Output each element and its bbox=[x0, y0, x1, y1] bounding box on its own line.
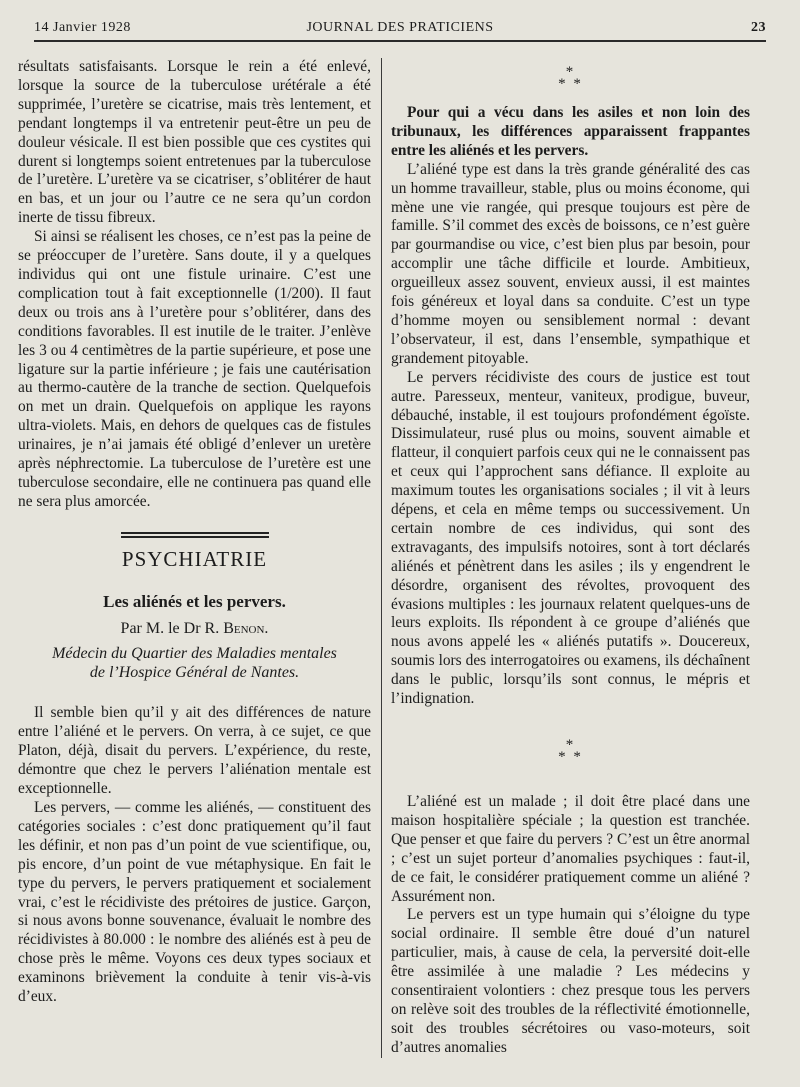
section-title: PSYCHIATRIE bbox=[121, 546, 268, 571]
asterism-top: * bbox=[565, 737, 576, 753]
header-journal-title: JOURNAL DES PRATICIENS bbox=[306, 20, 494, 35]
right-column bbox=[391, 58, 750, 1058]
paragraph: résultats satisfaisants. Lorsque le rein a été enlevé, lorsque la source de la tuberculose urétérale a été supprimée, l’uretère se cicatrise, mais très lentement, et pendant longtemps il va entretenir peut-être un peu de douleur vésicale. Il est bien possible que ces cystites qui durent si longtemps soient entretenues par la tuberculose de l’uretère. L’uretère va se cicatriser, s’oblitérer de haut en bas, et un jour ou l’autre ce ne sera qu’un cordon inerte de tissu fibreux. bbox=[18, 58, 371, 227]
affiliation-line: Médecin du Quartier des Maladies mentales bbox=[52, 645, 337, 663]
author-name: Benon. bbox=[223, 619, 269, 637]
asterism-bottom-left: * bbox=[558, 76, 568, 92]
paragraph: L’aliéné est un malade ; il doit être placé dans une maison hospitalière spéciale ; la question est tranchée. Que penser et que faire du pervers ? C’est un être anormal ; c’est un sujet porteur d’anomalies psychiques : faut-il, de ce fait, le considérer pratiquement comme un aliéné ? Assurément non. bbox=[391, 793, 750, 905]
paragraph: Si ainsi se réalisent les choses, ce n’est pas la peine de se préoccuper de l’uretère. Sans doute, il y a quelques individus qui ont une fistule urinaire. C’est une complication tout à fait exceptionnelle (1/200). Il faut deux ou trois ans à l’uretère pour s’oblitérer, dans des conditions favorables. Il est inutile de le traiter. J’enlève les 3 ou 4 centimètres de la partie supérieure, et pose une ligature sur la partie inférieure ; je fais une cautérisation au thermo-cautère de la tranche de section. Quelquefois on met un drain. Quelquefois on applique les rayons ultra-violets. Mais, en dehors de quelques cas de fistules urinaires, je n’ai jamais été obligé d’enlever un uretère après néphrectomie. La tuberculose de l’uretère est une tuberculose secondaire, elle ne continuera pas quand elle ne sera plus amorcée. bbox=[18, 228, 371, 510]
paragraph: L’aliéné type est dans la très grande généralité des cas un homme travailleur, stable, plus ou moins économe, qui mène une vie rangée, qui presque toujours est père de famille. S’il commet des excès de boissons, ce n’est guère par gourmandise ou vice, c’est bien plus par besoin, pour accomplir une tâche difficile et lourde. Ambitieux, orgueilleux assez souvent, envieux aussi, il est maintes fois généreux et loyal dans sa conduite. C’est un type d’homme moyen ou sensiblement normal : devant l’observateur, il est, dans l’ensemble, sympathique et grandement pitoyable. bbox=[391, 160, 750, 367]
asterism-top: * bbox=[565, 64, 576, 80]
asterism bbox=[391, 66, 750, 90]
section-divider bbox=[121, 532, 269, 538]
paragraph: Les pervers, — comme les aliénés, — constituent des catégories sociales : c’est donc pratiquement qu’il faut les définir, et non pas d’un point de vue scientifique, ou, pis encore, d’un point de vue métaphysique. En fait le type du pervers, le pervers pratiquement et socialement vrai, c’est le récidiviste des prétoires de justice. Garçon, si nous avons bonne souvenance, évaluait le nombre des récidivistes à 80.000 : le nombre des aliénés est à peu de chose près le même. Voyons ces deux types sociaux et examinons brièvement la conduite à tenir vis-à-vis d’eux. bbox=[18, 799, 371, 1006]
author-prefix: Par M. le Dr R. bbox=[120, 619, 224, 637]
page-number: 23 bbox=[751, 20, 766, 35]
author-line bbox=[18, 620, 371, 639]
paragraph: Pour qui a vécu dans les asiles et non loin des tribunaux, les différences apparaissent frappantes entre les aliénés et les pervers. bbox=[391, 104, 750, 159]
asterism-bottom-right: * bbox=[573, 76, 583, 92]
affiliation-line: de l’Hospice Général de Nantes. bbox=[89, 664, 300, 682]
paragraph: Le pervers est un type humain qui s’éloigne du type social ordinaire. Il semble être doué d’un naturel particulier, mais, à cause de cela, la perversité doit-elle être assimilée à une maladie ? Les médecins y consentiraient volontiers : chez presque tous les pervers on relève soit des troubles de la réflectivité émotionnelle, soit des troubles sécrétoires ou vaso-moteurs, soit d’autres anomalies bbox=[391, 906, 750, 1056]
running-header bbox=[34, 18, 766, 42]
article-title: Les aliénés et les pervers. bbox=[103, 591, 286, 611]
column-divider bbox=[381, 58, 382, 1058]
left-column bbox=[18, 58, 371, 1007]
asterism-bottom-left: * bbox=[558, 749, 568, 765]
paragraph: Le pervers récidiviste des cours de justice est tout autre. Paresseux, menteur, vaniteux, prodigue, buveur, débauché, instable, il est toujours profondément égoïste. Dissimulateur, rusé plus ou moins, souvent aimable et flatteur, il conquiert parfois ceux qui ne le connaissent pas et ceux qui l’approchent sans défiance. Il exploite au maximum toutes les organisations sociales ; il vit à leurs dépens, et cela en même temps ou successivement. Un certain nombre de ces individus, qui sont des extravagants, des impulsifs notoires, sont à tort déclarés aliénés et pénètrent dans les asiles ; ils y engendrent le désordre, organisent des révoltes, provoquent des évasions multiples : les journaux relatent quelques-uns de leurs exploits. Ils répondent à ce groupe d’aliénés que nous avons appelé les « aliénés putatifs ». Doucereux, soumis lors des interrogatoires ou examens, ils déchaînent dans le public, lorsqu’ils sont connus, le mépris et l’indignation. bbox=[391, 368, 750, 708]
paragraph: Il semble bien qu’il y ait des différences de nature entre l’aliéné et le pervers. On verra, à ce sujet, ce que Platon, déjà, disait du pervers. L’expérience, du reste, démontre que chez le pervers l’aliénation mentale est exceptionnelle. bbox=[18, 704, 371, 798]
asterism bbox=[391, 739, 750, 763]
asterism-bottom-right: * bbox=[573, 749, 583, 765]
author-affiliation bbox=[18, 644, 371, 682]
header-date: 14 Janvier 1928 bbox=[34, 20, 131, 35]
